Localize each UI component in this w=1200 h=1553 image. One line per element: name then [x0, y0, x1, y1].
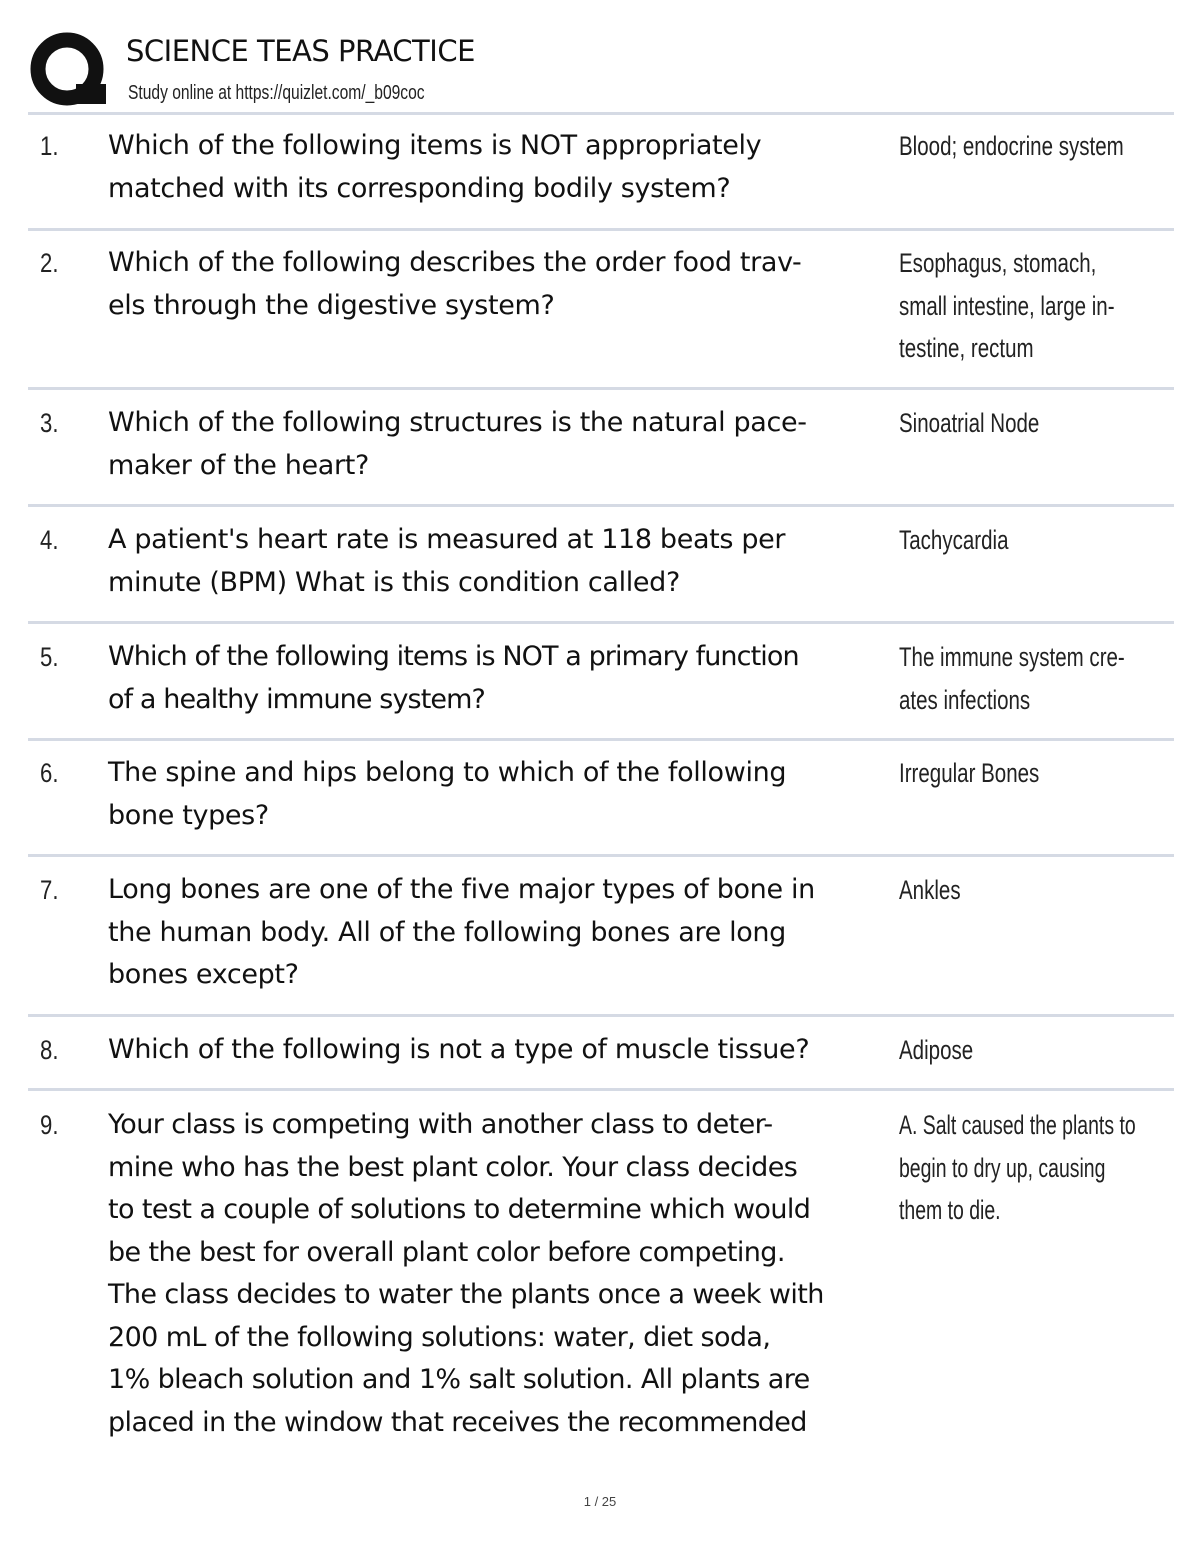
card-number: 8.	[40, 1035, 59, 1065]
divider	[28, 621, 1174, 624]
card-answer: Sinoatrial Node	[899, 408, 1040, 438]
card-number: 2.	[40, 248, 59, 278]
divider	[28, 228, 1174, 231]
card-question: Long bones are one of the five major types of bone in the human body. All of the following bones are long bones except?	[108, 874, 815, 990]
divider	[28, 112, 1174, 115]
quizlet-logo-icon	[30, 32, 108, 110]
card-question: Your class is competing with another class to deter- mine who has the best plant color. Your class decides to test a couple of solutions to determine which would be the best for overall plant color before competing. The class decides to water the plants once a week with 200 mL of the following solutions: water, diet soda, 1% bleach solution and 1% salt solution. All plants are placed in the window that receives the recommended	[108, 1109, 824, 1438]
card-answer: The immune system cre- ates infections	[899, 642, 1125, 715]
card-answer: Ankles	[899, 875, 961, 905]
card-question: Which of the following describes the order food trav- els through the digestive system?	[108, 247, 802, 321]
page-header	[30, 28, 1172, 112]
card-answer: Tachycardia	[899, 525, 1009, 555]
card-number: 5.	[40, 642, 59, 672]
card-answer: Blood; endocrine system	[899, 131, 1124, 161]
divider	[28, 504, 1174, 507]
card-answer: Esophagus, stomach, small intestine, large in- testine, rectum	[899, 248, 1115, 363]
card-number: 3.	[40, 408, 59, 438]
divider	[28, 738, 1174, 741]
card-number: 4.	[40, 525, 59, 555]
card-number: 9.	[40, 1110, 59, 1140]
divider	[28, 1088, 1174, 1091]
document-title: SCIENCE TEAS PRACTICE	[126, 34, 475, 68]
card-number: 6.	[40, 758, 59, 788]
divider	[28, 854, 1174, 857]
card-number: 1.	[40, 131, 59, 161]
study-online-link[interactable]: Study online at https://quizlet.com/_b09coc	[128, 82, 425, 104]
divider	[28, 1014, 1174, 1017]
card-question: Which of the following structures is the natural pace- maker of the heart?	[108, 407, 807, 481]
card-number: 7.	[40, 875, 59, 905]
card-answer: Irregular Bones	[899, 758, 1040, 788]
card-question: Which of the following items is NOT a primary function of a healthy immune system?	[108, 641, 799, 715]
card-question: Which of the following is not a type of muscle tissue?	[108, 1034, 810, 1065]
card-question: A patient's heart rate is measured at 118 beats per minute (BPM) What is this condition called?	[108, 524, 786, 598]
divider	[28, 387, 1174, 390]
page-number: 1 / 25	[583, 1494, 617, 1509]
card-answer: Adipose	[899, 1035, 974, 1065]
card-answer: A. Salt caused the plants to begin to dry up, causing them to die.	[899, 1110, 1136, 1225]
card-question: Which of the following items is NOT appropriately matched with its corresponding bodily system?	[108, 130, 762, 204]
card-question: The spine and hips belong to which of the following bone types?	[108, 757, 787, 831]
